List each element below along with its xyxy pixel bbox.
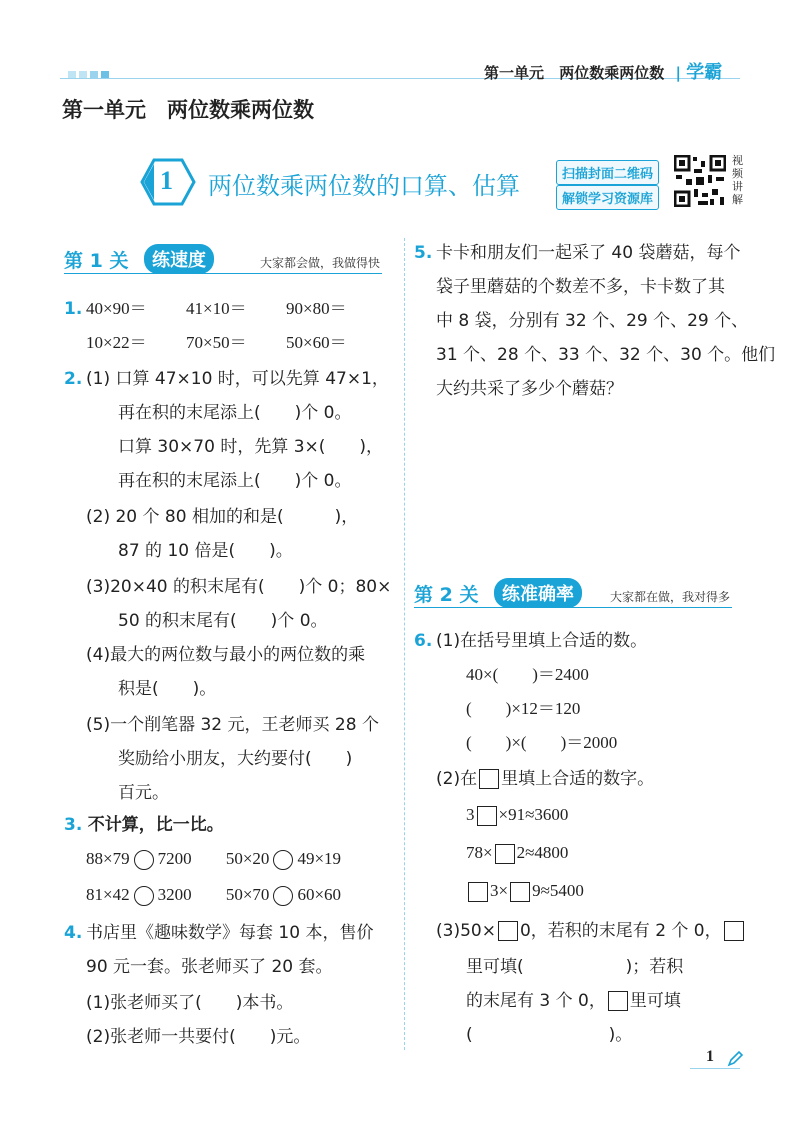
stage1-slogan: 大家都会做，我做得快 xyxy=(260,256,381,270)
compare-circle[interactable] xyxy=(273,850,293,870)
q6-part3-line: 里可填( )；若积 xyxy=(466,957,684,977)
brand-logo: 学霸 xyxy=(686,62,723,83)
stage1-header xyxy=(64,242,394,276)
q3-left: 50×20 xyxy=(225,849,270,868)
q6-part3-a: (3)50× xyxy=(436,921,496,941)
q1-item: 41×10＝ xyxy=(186,299,247,318)
q5-line: 中 8 袋，分别有 32 个、29 个、29 个、 xyxy=(436,311,749,331)
header-unit: 第一单元 xyxy=(484,64,545,82)
q6-est-b: ×91≈3600 xyxy=(498,805,569,824)
q4-line: (2)张老师一共要付( )元。 xyxy=(86,1027,311,1047)
q3-right: 49×19 xyxy=(297,849,342,868)
q6-part2-b: 里填上合适的数字。 xyxy=(501,769,655,789)
qr-code-icon[interactable] xyxy=(674,155,726,207)
q6-part3 xyxy=(436,914,746,948)
q5-line: 大约共采了多少个蘑菇？ xyxy=(436,379,623,399)
blank-box xyxy=(479,769,499,789)
q2-line: 百元。 xyxy=(118,783,169,803)
q2-line: 87 的 10 倍是( )。 xyxy=(118,541,293,561)
q6-part1: (1)在括号里填上合适的数。 xyxy=(436,631,648,651)
q6-est-a: 78× xyxy=(466,843,493,862)
page-title: 第一单元 两位数乘两位数 xyxy=(62,98,314,122)
q2-line: 口算 30×70 时，先算 3×( )， xyxy=(118,437,384,457)
question-6 xyxy=(414,624,754,1054)
q4-line: (1)张老师买了( )本书。 xyxy=(86,993,294,1013)
q1-item: 50×60＝ xyxy=(286,333,347,352)
q5-line: 卡卡和朋友们一起采了 40 袋蘑菇，每个 xyxy=(436,243,741,263)
q3-left: 81×42 xyxy=(86,885,130,904)
column-divider xyxy=(404,238,405,1050)
q6-part3-d: 的末尾有 3 个 0， xyxy=(466,991,606,1011)
q5-line: 31 个、28 个、33 个、32 个、30 个。他们 xyxy=(436,345,776,365)
stage1-prefix: 第 1 关 xyxy=(64,250,129,272)
unlock-tag: 解锁学习资源库 xyxy=(556,185,659,210)
q2-number: 2. xyxy=(64,369,83,389)
q6-part2-a: (2)在 xyxy=(436,769,478,789)
q5-number: 5. xyxy=(414,243,433,263)
q1-number: 1. xyxy=(64,299,83,319)
stage1-name: 练速度 xyxy=(144,244,214,274)
q3-right: 60×60 xyxy=(297,885,342,904)
lesson-banner xyxy=(140,158,540,206)
q2-line: 再在积的末尾添上( )个 0。 xyxy=(118,471,352,491)
q2-line: (4)最大的两位数与最小的两位数的乘 xyxy=(86,645,366,665)
q6-est-b: 9≈5400 xyxy=(532,881,584,900)
q1-item: 40×90＝ xyxy=(86,299,147,318)
question-1 xyxy=(64,292,394,352)
blank-box xyxy=(608,991,628,1011)
stage2-name: 练准确率 xyxy=(494,578,582,608)
scan-tag: 扫描封面二维码 xyxy=(556,160,659,185)
header-decoration xyxy=(68,64,109,83)
q6-part3-line: ( )。 xyxy=(466,1025,633,1045)
q6-est xyxy=(466,874,584,908)
q2-line: (1) 口算 47×10 时，可以先算 47×1， xyxy=(86,369,389,389)
q3-number: 3. xyxy=(64,815,83,835)
q3-right: 3200 xyxy=(157,885,192,904)
stage2-prefix: 第 2 关 xyxy=(414,584,479,606)
q2-line: (3)20×40 的积末尾有( )个 0；80× xyxy=(86,577,392,597)
q1-item: 70×50＝ xyxy=(186,333,247,352)
stage2-header xyxy=(414,576,744,610)
q3-left: 50×70 xyxy=(225,885,270,904)
q6-est xyxy=(466,798,568,832)
q3-title: 不计算，比一比。 xyxy=(87,815,224,835)
q2-line: 奖励给小朋友，大约要付( ) xyxy=(118,749,353,769)
q2-line: (2) 20 个 80 相加的和是( )， xyxy=(86,507,359,527)
video-label: 视频讲解 xyxy=(732,154,743,206)
stage2-slogan: 大家都在做，我对得多 xyxy=(610,590,731,604)
q3-left: 88×79 xyxy=(86,849,130,868)
q1-item: 10×22＝ xyxy=(86,333,147,352)
q6-part3-b: 0，若积的末尾有 2 个 0， xyxy=(519,921,722,941)
digit-box[interactable] xyxy=(468,882,488,902)
digit-box[interactable] xyxy=(498,921,518,941)
q4-number: 4. xyxy=(64,923,83,943)
q4-line: 90 元一套。张老师买了 20 套。 xyxy=(86,957,333,977)
q6-eq: ( )×( )＝2000 xyxy=(466,733,618,752)
page-number: 1 xyxy=(706,1048,714,1065)
q6-est xyxy=(466,836,568,870)
blank-box xyxy=(724,921,744,941)
running-header: 第一单元 两位数乘两位数 | 学霸 xyxy=(484,62,723,83)
q3-right: 7200 xyxy=(157,849,192,868)
q6-part2 xyxy=(436,762,654,796)
q6-part3-line xyxy=(466,984,681,1018)
q6-est-a: 3× xyxy=(490,881,509,900)
q2-line: 50 的积末尾有( )个 0。 xyxy=(118,611,328,631)
q6-eq: 40×( )＝2400 xyxy=(466,665,589,684)
q1-item: 90×80＝ xyxy=(286,299,347,318)
header-topic: 两位数乘两位数 xyxy=(559,64,665,82)
q6-eq: ( )×12＝120 xyxy=(466,699,581,718)
digit-box[interactable] xyxy=(510,882,530,902)
footer-rule xyxy=(690,1068,740,1069)
question-3 xyxy=(64,808,399,842)
compare-circle[interactable] xyxy=(134,850,154,870)
q6-part3-e: 里可填 xyxy=(629,991,681,1011)
q6-est-a: 3 xyxy=(466,805,475,824)
pencil-icon xyxy=(726,1050,744,1068)
q4-line: 书店里《趣味数学》每套 10 本，售价 xyxy=(86,923,374,943)
q6-est-b: 2≈4800 xyxy=(516,843,569,862)
q3-row xyxy=(86,842,341,876)
q2-line: 再在积的末尾添上( )个 0。 xyxy=(118,403,352,423)
q3-row xyxy=(86,878,341,912)
q2-line: (5)一个削笔器 32 元，王老师买 28 个 xyxy=(86,715,379,735)
compare-circle[interactable] xyxy=(273,886,293,906)
q5-line: 袋子里蘑菇的个数差不多，卡卡数了其 xyxy=(436,277,725,297)
lesson-number: 1 xyxy=(160,166,173,195)
q2-line: 积是( )。 xyxy=(118,679,217,699)
digit-box[interactable] xyxy=(495,844,515,864)
lesson-title: 两位数乘两位数的口算、估算 xyxy=(208,172,520,200)
q6-number: 6. xyxy=(414,631,433,651)
compare-circle[interactable] xyxy=(134,886,154,906)
digit-box[interactable] xyxy=(477,806,497,826)
